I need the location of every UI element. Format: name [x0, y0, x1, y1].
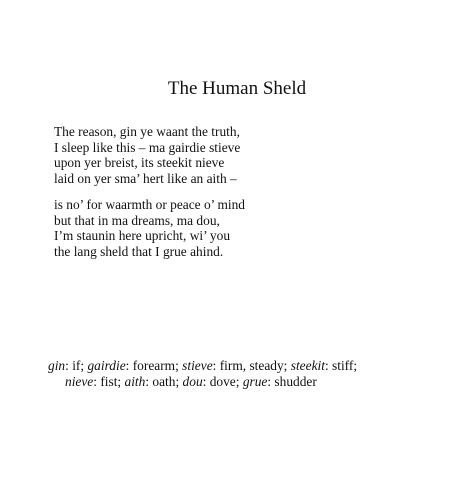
glossary-term: gairdie — [87, 358, 126, 373]
glossary-definition: : forearm; — [125, 358, 183, 373]
glossary-term: gin — [48, 358, 66, 373]
poem-line: I’m staunin here upricht, wi’ you — [54, 228, 231, 244]
glossary-term: dou — [182, 373, 203, 389]
poem-line: the lang sheld that I grue ahind. — [54, 243, 224, 259]
glossary-term: nieve — [65, 373, 94, 389]
poem-line: laid on yer sma’ hert like an aith – — [54, 170, 237, 186]
poem-line: is no’ for waarmth or peace o’ mind — [54, 197, 245, 212]
poem-line: upon yer breist, its steekit nieve — [54, 155, 225, 171]
stanza-2 — [54, 197, 245, 259]
glossary-line-2 — [48, 374, 357, 390]
glossary-definition: : dove; — [202, 373, 243, 389]
glossary-line-1 — [48, 358, 357, 374]
poem-line: I sleep like this – ma gairdie stieve — [54, 139, 241, 155]
glossary-definition: : shudder — [267, 373, 317, 389]
glossary-definition: : stiff; — [324, 358, 358, 373]
poem-line: The reason, gin ye waant the truth, — [54, 124, 240, 139]
glossary-term: aith — [124, 373, 146, 389]
glossary-term: steekit — [290, 358, 325, 373]
glossary-definition: : oath; — [145, 373, 183, 389]
poem-title: The Human Sheld — [167, 78, 307, 99]
stanza-1 — [54, 124, 240, 186]
glossary — [48, 358, 357, 389]
glossary-term: grue — [242, 373, 268, 389]
glossary-definition: : fist; — [93, 373, 125, 389]
glossary-definition: : if; — [65, 358, 88, 373]
glossary-term: stieve — [182, 358, 213, 373]
poem-line: but that in ma dreams, ma dou, — [54, 212, 220, 228]
glossary-definition: : firm, steady; — [212, 358, 291, 373]
